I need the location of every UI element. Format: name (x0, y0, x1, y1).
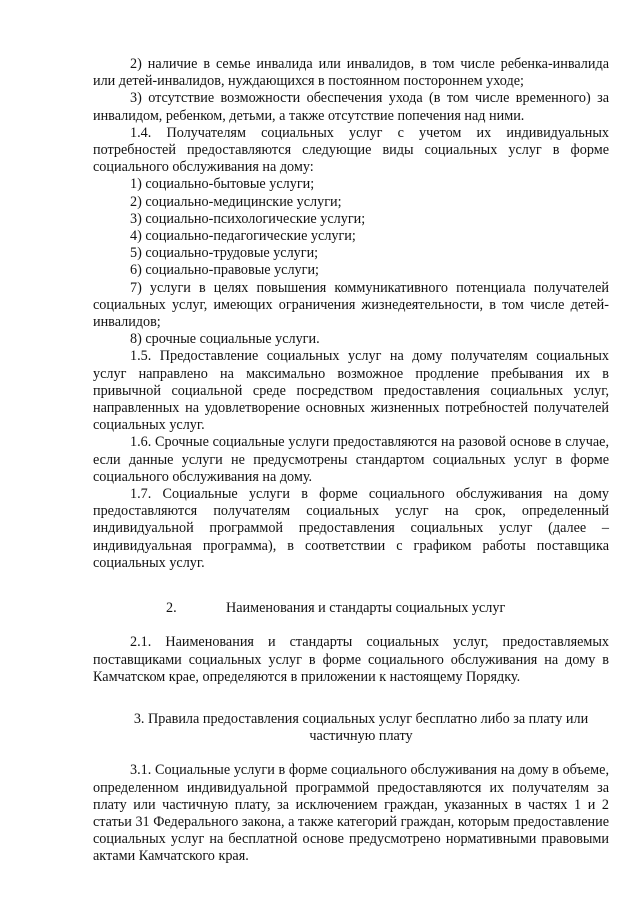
section-2-heading (93, 600, 609, 617)
paragraph-item-3: 3) отсутствие возможности обеспечения ухода (в том числе временного) за инвалидом, ребенком, детьми, а также отсутствие попечения над ними. (93, 90, 609, 124)
paragraph-1-6: 1.6. Срочные социальные услуги предоставляются на разовой основе в случае, если данные услуги не предусмотрены стандартом социальных услуг в форме социального обслуживания на дому. (93, 434, 609, 485)
paragraph-3-1: 3.1. Социальные услуги в форме социального обслуживания на дому в объеме, определенном индивидуальной программой предоставляются их получателям за плату или частичную плату, за исключением граждан, указанных в частях 1 и 2 статьи 31 Федерального закона, а также категорий граждан, которым предоставление социальных услуг на бесплатной основе предусмотрено нормативными правовыми актами Камчатского края. (93, 762, 609, 865)
section-3-title-line1: 3. Правила предоставления социальных услуг бесплатно либо за плату или (133, 710, 589, 727)
paragraph-item-2: 2) наличие в семье инвалида или инвалидов, в том числе ребенка-инвалида или детей-инвалидов, нуждающихся в постоянном постороннем уходе; (93, 56, 609, 90)
paragraph-1-5: 1.5. Предоставление социальных услуг на дому получателям социальных услуг направлено на максимально возможное продление пребывания их в привычной социальной среде посредством предоставления социальных услуг, направленных на удовлетворение основных жизненных потребностей получателей социальных услуг. (93, 348, 609, 434)
service-type-5: 5) социально-трудовые услуги; (130, 245, 319, 262)
section-2-title: Наименования и стандарты социальных услуг (226, 600, 506, 617)
service-type-1: 1) социально-бытовые услуги; (130, 176, 315, 193)
section-3-title-line2: частичную плату (309, 728, 413, 745)
section-2-number: 2. (166, 600, 177, 617)
service-type-4: 4) социально-педагогические услуги; (130, 228, 356, 245)
service-type-2: 2) социально-медицинские услуги; (130, 193, 342, 210)
paragraph-1-7: 1.7. Социальные услуги в форме социального обслуживания на дому предоставляются получателям социальных услуг на срок, определенный индивидуальной программой предоставления социальных услуг (далее – индивидуальная программа), в соответствии с графиком работы поставщика социальных услуг. (93, 486, 609, 571)
section-3-heading (93, 711, 609, 745)
service-type-6: 6) социально-правовые услуги; (130, 262, 319, 279)
service-type-7: 7) услуги в целях повышения коммуникативного потенциала получателей социальных услуг, имеющих ограничения жизнедеятельности, в том числе детей-инвалидов; (93, 279, 609, 331)
service-type-8: 8) срочные социальные услуги. (130, 331, 320, 348)
paragraph-1-4: 1.4. Получателям социальных услуг с учетом их индивидуальных потребностей предоставляются следующие виды социальных услуг в форме социального обслуживания на дому: (93, 124, 609, 176)
document-page (93, 56, 609, 866)
paragraph-2-1: 2.1. Наименования и стандарты социальных услуг, предоставляемых поставщиками социальных услуг в форме социального обслуживания на дому в Камчатском крае, определяются в приложении к настоящему Порядку. (93, 634, 609, 685)
service-type-3: 3) социально-психологические услуги; (130, 210, 366, 227)
